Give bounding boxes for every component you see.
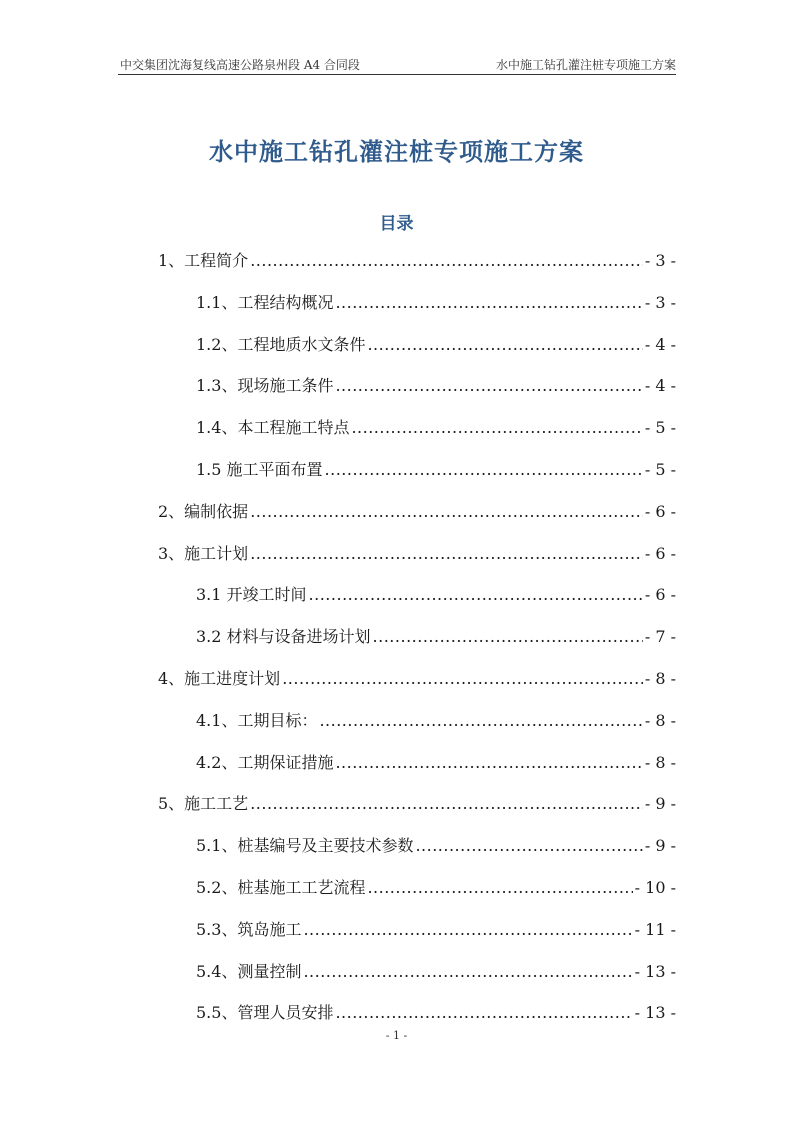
toc-entry-label: 5.3、筑岛施工 bbox=[196, 919, 302, 939]
toc-entry-label: 5.4、测量控制 bbox=[196, 961, 302, 981]
toc-entry-label: 5、施工工艺 bbox=[158, 794, 249, 814]
toc-entry-page: - 10 - bbox=[634, 877, 676, 897]
toc-entry-label: 3.1 开竣工时间 bbox=[196, 585, 307, 605]
toc-entry-label: 4、施工进度计划 bbox=[158, 668, 281, 688]
toc-entry-page: - 7 - bbox=[644, 627, 676, 647]
toc-entry-label: 4.1、工期目标： bbox=[196, 710, 318, 730]
toc-entry[interactable] bbox=[158, 666, 676, 708]
toc-leader-dots bbox=[303, 962, 632, 981]
toc-entry[interactable] bbox=[158, 624, 676, 666]
toc-entry[interactable] bbox=[158, 791, 676, 833]
toc-entry[interactable] bbox=[158, 248, 676, 290]
page-header bbox=[118, 52, 676, 75]
toc-entry-page: - 13 - bbox=[634, 961, 676, 981]
toc-entry-label: 4.2、工期保证措施 bbox=[196, 752, 334, 772]
page-number: - 1 - bbox=[385, 1029, 408, 1042]
toc-entry-page: - 11 - bbox=[634, 919, 676, 939]
toc-leader-dots bbox=[351, 418, 642, 437]
toc-entry-label: 3.2 材料与设备进场计划 bbox=[196, 627, 371, 647]
toc-entry-page: - 6 - bbox=[644, 501, 676, 521]
toc-entry[interactable] bbox=[158, 415, 676, 457]
toc-entry-page: - 3 - bbox=[644, 251, 676, 270]
toc-entry-page: - 6 - bbox=[644, 585, 676, 605]
header-project-name: 中交集团沈海复线高速公路泉州段 A4 合同段 bbox=[120, 58, 360, 72]
toc-entry-page: - 8 - bbox=[644, 710, 676, 730]
toc-entry-label: 1.5 施工平面布置 bbox=[196, 459, 323, 479]
toc-entry[interactable] bbox=[158, 332, 676, 374]
toc-leader-dots bbox=[250, 794, 643, 813]
toc-entry[interactable] bbox=[158, 750, 676, 792]
toc-entry-page: - 9 - bbox=[644, 836, 676, 856]
table-of-contents bbox=[158, 248, 676, 1042]
toc-entry-page: - 5 - bbox=[644, 459, 676, 479]
toc-entry-page: - 8 - bbox=[644, 752, 676, 772]
toc-entry-page: - 4 - bbox=[644, 376, 676, 396]
toc-entry[interactable] bbox=[158, 582, 676, 624]
toc-leader-dots bbox=[335, 376, 642, 395]
toc-leader-dots bbox=[335, 753, 642, 772]
toc-entry[interactable] bbox=[158, 290, 676, 332]
toc-entry-page: - 13 - bbox=[634, 1003, 676, 1023]
toc-entry-page: - 3 - bbox=[644, 292, 676, 312]
toc-entry[interactable] bbox=[158, 457, 676, 499]
toc-entry-label: 5.2、桩基施工工艺流程 bbox=[196, 877, 366, 897]
toc-leader-dots bbox=[373, 627, 643, 646]
toc-entry[interactable] bbox=[158, 499, 676, 541]
toc-entry-label: 1.4、本工程施工特点 bbox=[196, 418, 350, 438]
toc-entry-label: 1.3、现场施工条件 bbox=[196, 376, 334, 396]
toc-entry-page: - 8 - bbox=[644, 668, 676, 688]
toc-entry-label: 5.1、桩基编号及主要技术参数 bbox=[196, 836, 414, 856]
toc-entry-label: 1.1、工程结构概况 bbox=[196, 292, 334, 312]
document-title: 水中施工钻孔灌注桩专项施工方案 bbox=[209, 137, 584, 166]
toc-entry[interactable] bbox=[158, 833, 676, 875]
toc-heading: 目录 bbox=[379, 214, 414, 234]
toc-entry-label: 3、施工计划 bbox=[158, 543, 249, 563]
header-document-name: 水中施工钻孔灌注桩专项施工方案 bbox=[495, 58, 676, 72]
toc-entry-page: - 9 - bbox=[644, 794, 676, 814]
toc-leader-dots bbox=[303, 920, 632, 939]
toc-entry[interactable] bbox=[158, 373, 676, 415]
toc-entry[interactable] bbox=[158, 541, 676, 583]
toc-leader-dots bbox=[325, 460, 643, 479]
toc-leader-dots bbox=[367, 335, 642, 354]
toc-entry-page: - 5 - bbox=[644, 418, 676, 438]
toc-entry-label: 1、工程简介 bbox=[158, 251, 249, 270]
toc-leader-dots bbox=[367, 878, 632, 897]
toc-leader-dots bbox=[335, 1003, 632, 1022]
toc-leader-dots bbox=[415, 836, 642, 855]
toc-leader-dots bbox=[250, 544, 643, 563]
toc-entry-page: - 6 - bbox=[644, 543, 676, 563]
toc-leader-dots bbox=[309, 585, 643, 604]
toc-entry[interactable] bbox=[158, 708, 676, 750]
toc-entry[interactable] bbox=[158, 917, 676, 959]
toc-leader-dots bbox=[319, 711, 642, 730]
toc-leader-dots bbox=[250, 502, 643, 521]
toc-entry[interactable] bbox=[158, 959, 676, 1001]
toc-entry-page: - 4 - bbox=[644, 334, 676, 354]
toc-entry-label: 1.2、工程地质水文条件 bbox=[196, 334, 366, 354]
toc-leader-dots bbox=[335, 293, 642, 312]
toc-entry-label: 5.5、管理人员安排 bbox=[196, 1003, 334, 1023]
toc-leader-dots bbox=[250, 251, 643, 270]
toc-entry-label: 2、编制依据 bbox=[158, 501, 249, 521]
toc-leader-dots bbox=[282, 669, 643, 688]
toc-entry[interactable] bbox=[158, 875, 676, 917]
